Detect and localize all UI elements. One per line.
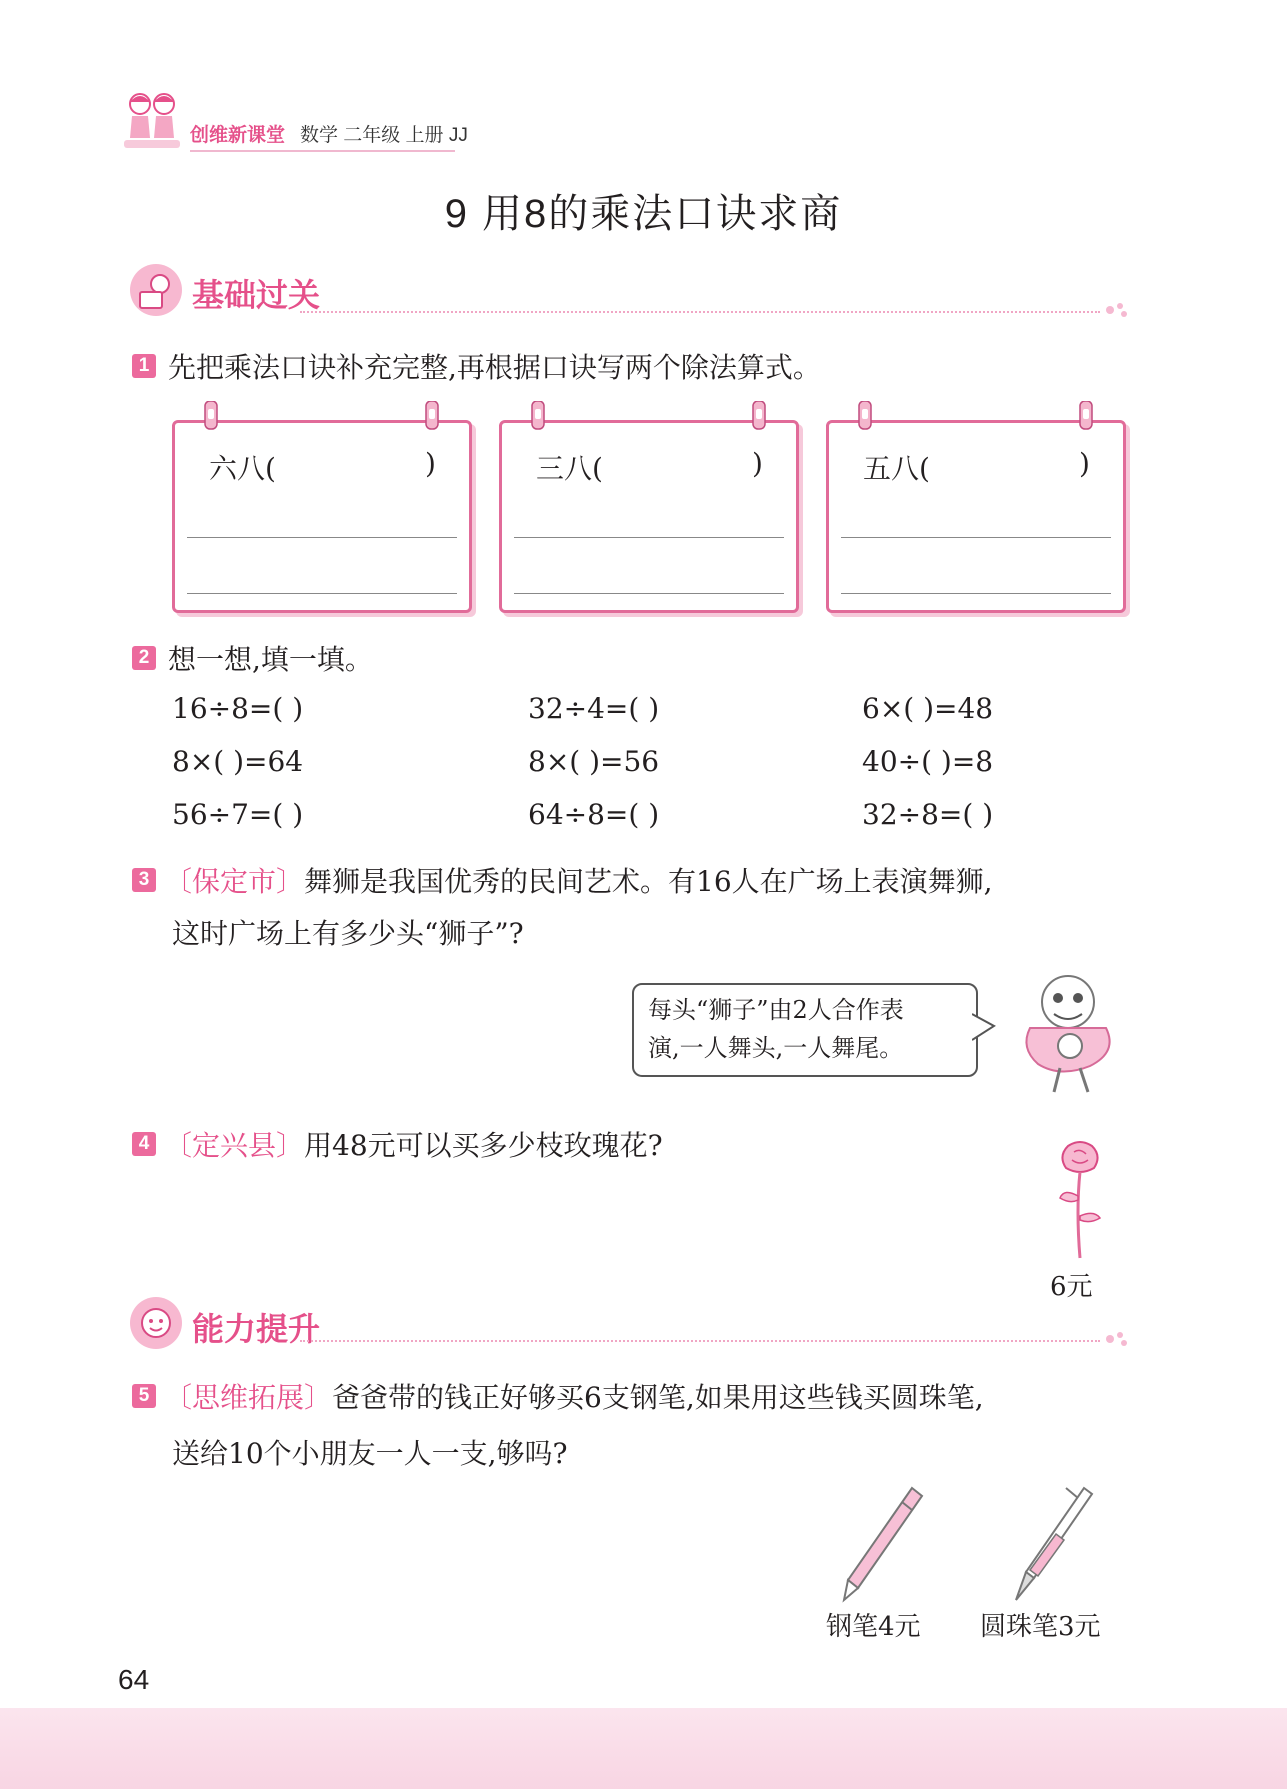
answer-line[interactable] [187, 593, 457, 594]
binder-clip-icon [530, 401, 546, 433]
page-title: 9 用8的乘法口诀求商 [444, 192, 843, 236]
hint-line-2: 演,一人舞头,一人舞尾。 [648, 1034, 904, 1062]
question-5-tag: 〔思维拓展〕 [164, 1381, 333, 1414]
bubble-tail [972, 1012, 996, 1042]
equation[interactable]: 16÷8=( ) [172, 692, 304, 725]
equation[interactable]: 40÷( )=8 [862, 745, 994, 778]
section-basic-label: 基础过关 [192, 276, 321, 314]
question-4-text: 用48元可以买多少枝玫瑰花? [304, 1129, 663, 1162]
equation[interactable]: 64÷8=( ) [528, 798, 660, 831]
section-advanced-icon [128, 1295, 184, 1351]
fountain-pen-icon [836, 1484, 926, 1604]
question-5-text: 爸爸带的钱正好够买6支钢笔,如果用这些钱买圆珠笔, [332, 1381, 984, 1414]
binder-clip-icon [751, 401, 767, 433]
lion-dance-illustration [1010, 968, 1130, 1096]
card-1-label: 六八( [209, 452, 276, 485]
card-2-label: 三八( [536, 452, 603, 485]
question-3-line-1 [164, 860, 993, 900]
hint-speech-bubble [632, 983, 978, 1077]
section-basic-icon [128, 262, 184, 318]
fountain-pen-price: 钢笔4元 [826, 1612, 921, 1642]
question-3-number: 3 [132, 868, 156, 892]
hint-line-1: 每头“狮子”由2人合作表 [648, 996, 904, 1024]
equation[interactable]: 8×( )=64 [172, 745, 304, 778]
dots-icon [1104, 300, 1130, 320]
binder-clip-icon [1078, 401, 1094, 433]
equation[interactable]: 32÷4=( ) [528, 692, 660, 725]
page-number: 64 [118, 1664, 150, 1695]
binder-clip-icon [857, 401, 873, 433]
section-advanced-divider [300, 1340, 1100, 1342]
book-meta: 数学 二年级 上册 JJ [300, 125, 468, 146]
equation[interactable]: 32÷8=( ) [862, 798, 994, 831]
equation[interactable]: 56÷7=( ) [172, 798, 304, 831]
card-3-label: 五八( [863, 452, 930, 485]
rose-icon [1050, 1140, 1110, 1260]
question-4-line [164, 1124, 663, 1164]
question-5-line-2: 送给10个小朋友一人一支,够吗? [172, 1437, 568, 1470]
binder-clip-icon [203, 401, 219, 433]
ballpoint-pen-icon [1006, 1484, 1096, 1604]
question-5-line-1 [164, 1376, 984, 1416]
answer-line[interactable] [841, 537, 1111, 538]
section-advanced-label: 能力提升 [192, 1310, 321, 1348]
formula-card-1 [172, 420, 472, 613]
card-3-close: ) [1079, 447, 1090, 480]
card-1-close: ) [425, 447, 436, 480]
answer-line[interactable] [841, 593, 1111, 594]
rose-price: 6元 [1050, 1272, 1093, 1302]
question-4-tag: 〔定兴县〕 [164, 1129, 305, 1162]
question-3-line-2: 这时广场上有多少头“狮子”? [172, 917, 524, 950]
dots-icon [1104, 1329, 1130, 1349]
question-2-number: 2 [132, 646, 156, 670]
question-3-text: 舞狮是我国优秀的民间艺术。有16人在广场上表演舞狮, [304, 865, 993, 898]
section-basic-divider [300, 311, 1100, 313]
question-5-number: 5 [132, 1384, 156, 1408]
formula-card-3 [826, 420, 1126, 613]
answer-line[interactable] [514, 593, 784, 594]
answer-line[interactable] [187, 537, 457, 538]
question-1-number: 1 [132, 354, 156, 378]
question-4-number: 4 [132, 1132, 156, 1156]
footer-band [0, 1708, 1287, 1789]
question-3-tag: 〔保定市〕 [164, 865, 305, 898]
brand-name: 创维新课堂 [190, 124, 286, 146]
question-1-text: 先把乘法口诀补充完整,再根据口诀写两个除法算式。 [168, 351, 821, 384]
answer-line[interactable] [514, 537, 784, 538]
question-2-text: 想一想,填一填。 [168, 643, 373, 676]
equation[interactable]: 6×( )=48 [862, 692, 994, 725]
equation[interactable]: 8×( )=56 [528, 745, 660, 778]
kids-mascot-logo [122, 90, 182, 152]
binder-clip-icon [424, 401, 440, 433]
card-2-close: ) [752, 447, 763, 480]
ballpoint-pen-price: 圆珠笔3元 [980, 1612, 1101, 1642]
formula-card-2 [499, 420, 799, 613]
header-divider [190, 150, 455, 152]
